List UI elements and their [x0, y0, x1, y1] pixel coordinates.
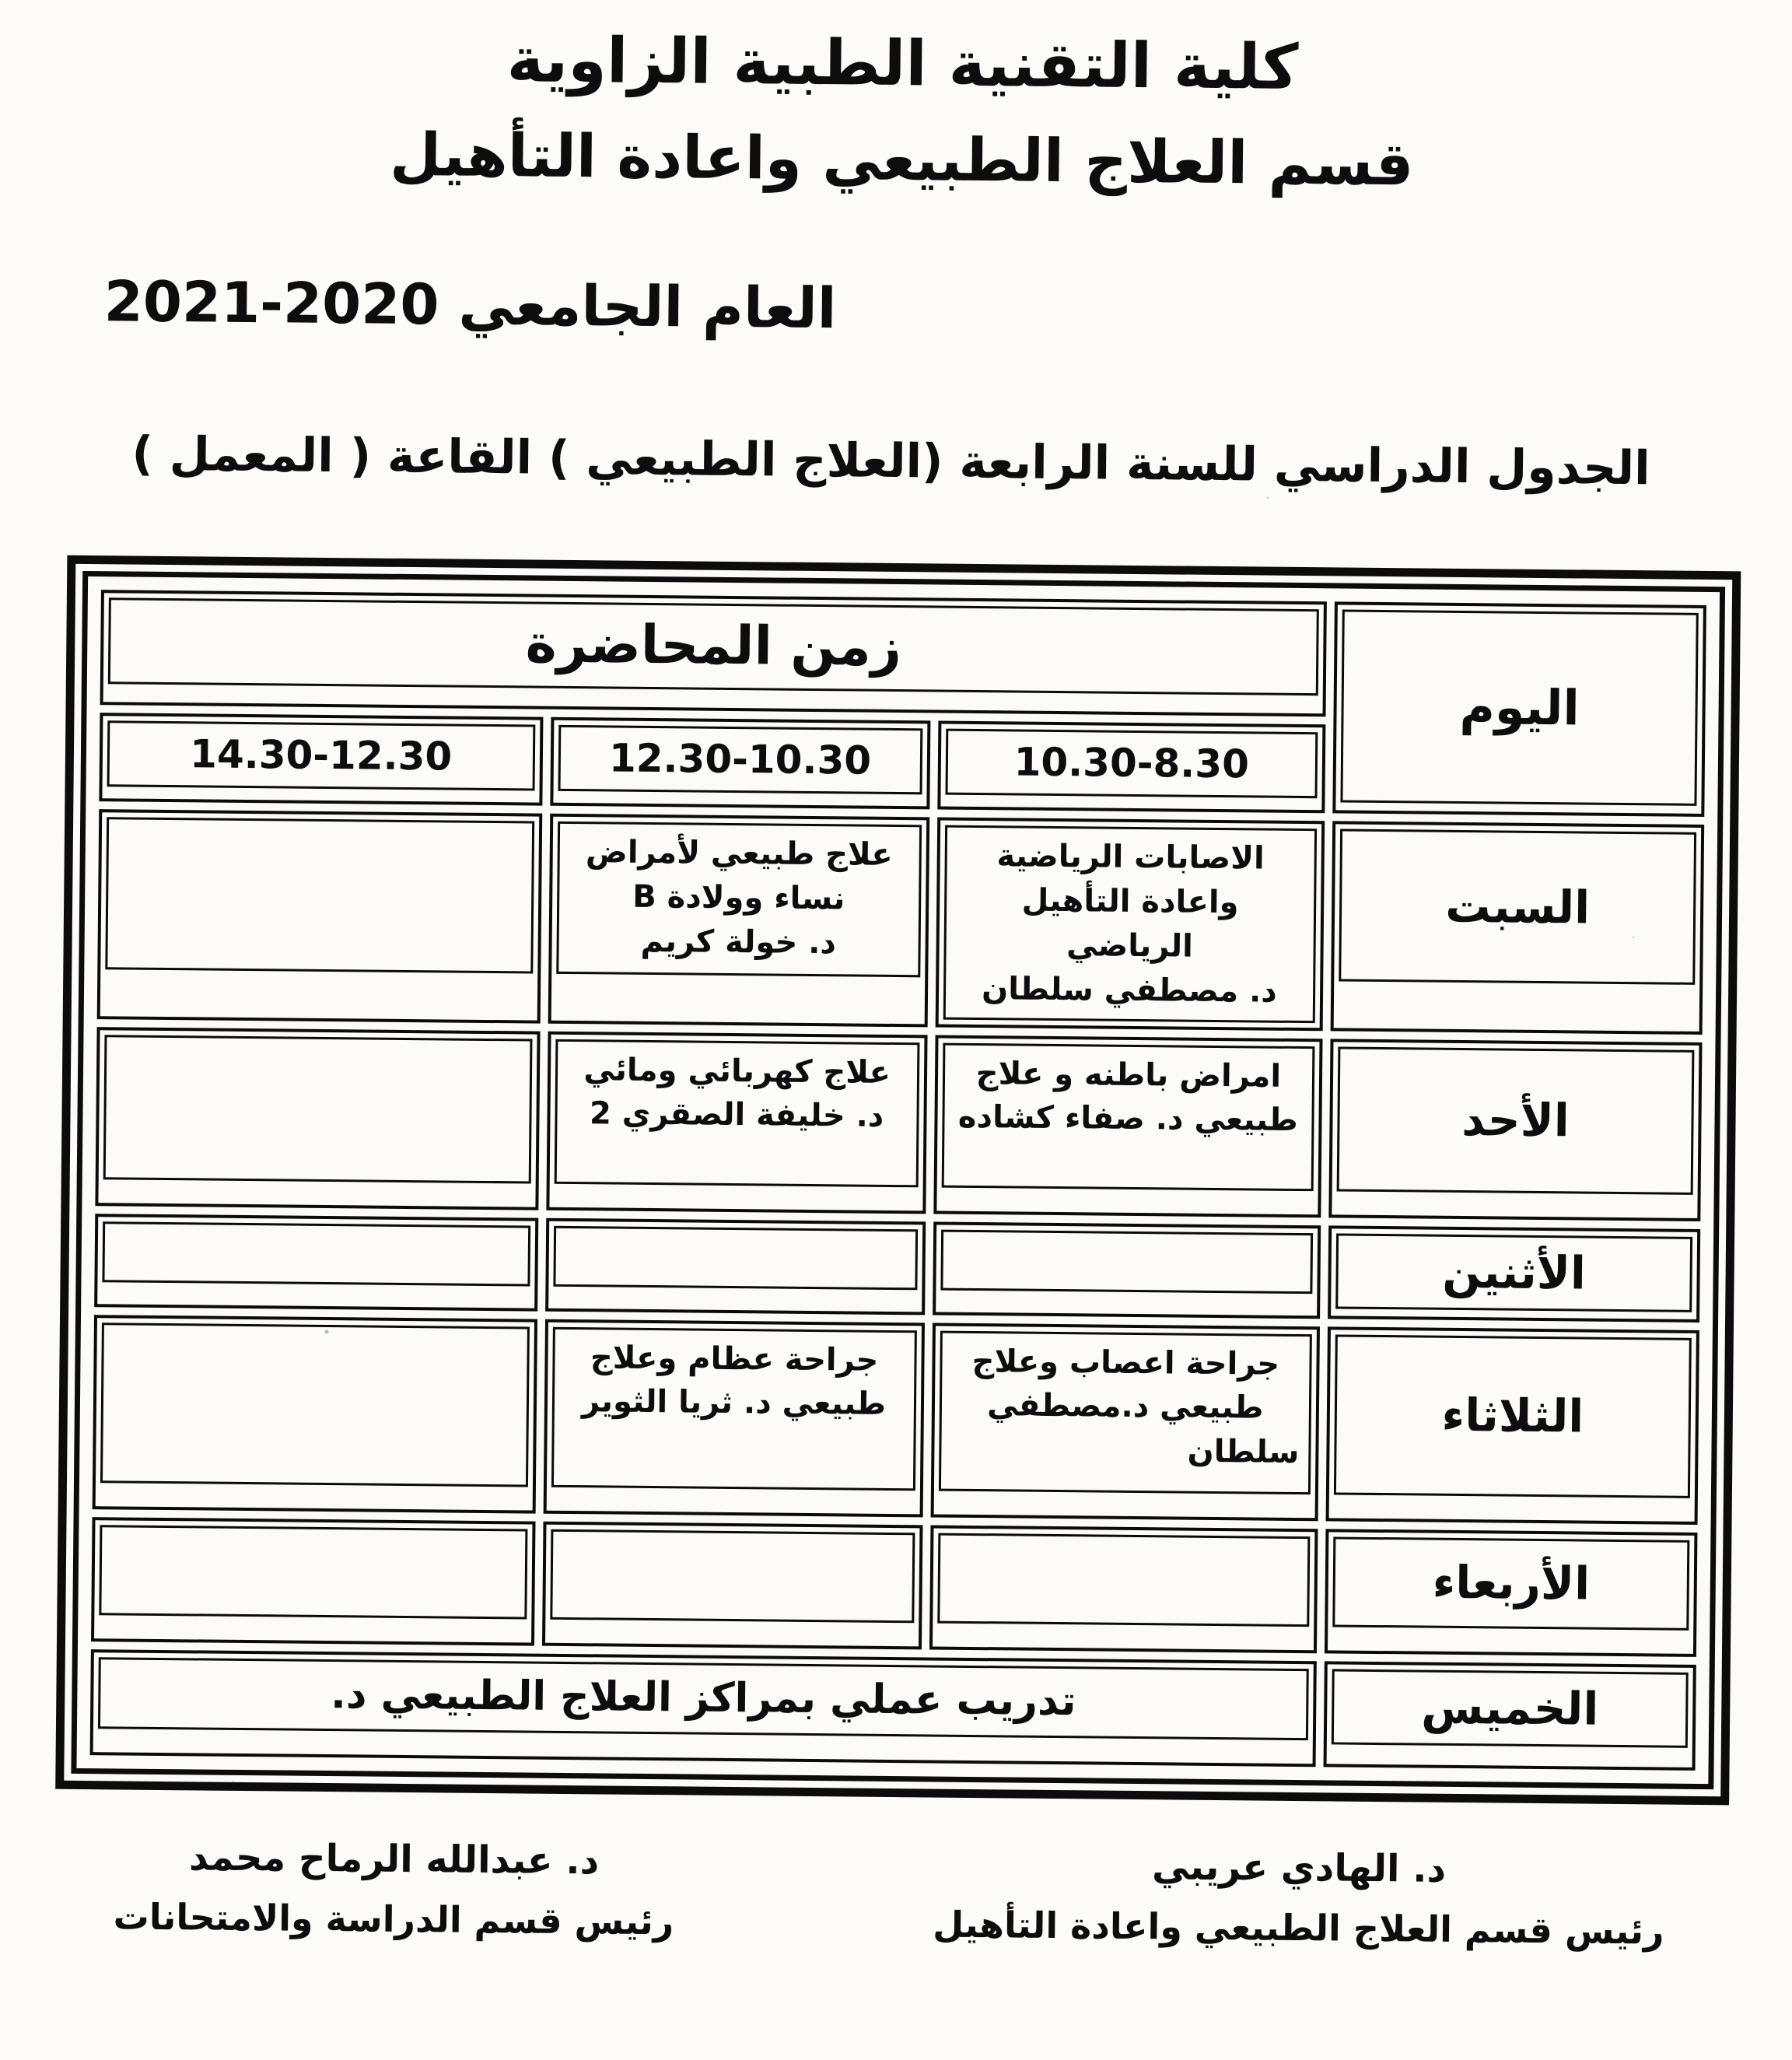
course-line: علاج طبيعي لأمراض — [585, 834, 893, 874]
department-title: قسم العلاج الطبيعي واعادة التأهيل — [389, 119, 1414, 199]
course-line: واعادة التأهيل الرياضي — [1021, 882, 1239, 965]
lecturer-line: 2 د. خليفة الصقري — [589, 1095, 884, 1135]
table-row-saturday — [97, 810, 1704, 1035]
schedule-cell-empty — [93, 1315, 537, 1513]
lecturer-line: طبيعي د.مصطفي — [986, 1387, 1264, 1426]
day-label-saturday: السبت — [1444, 879, 1591, 934]
table-row-wednesday — [91, 1517, 1697, 1657]
schedule-cell-empty — [545, 1217, 926, 1315]
lecturer-line: د. خولة كريم — [640, 923, 837, 962]
time-header-cell — [100, 590, 1327, 717]
schedule-cell-empty — [94, 1214, 538, 1311]
schedule-cell-empty — [91, 1517, 535, 1645]
time-slot-cell-1 — [937, 721, 1325, 814]
timetable-inner-frame — [71, 571, 1725, 1788]
practical-training-line: تدريب عملي بمراكز العلاج الطبيعي د. — [330, 1670, 1076, 1725]
schedule-subtitle: الجدول الدراسي للسنة الرابعة (العلاج الطبيعي ) القاعة ( المعمل ) — [131, 426, 1651, 496]
lecturer-line: طبيعي د. صفاء كشاده — [957, 1099, 1299, 1139]
table-row-tuesday — [93, 1315, 1699, 1525]
schedule-cell-empty — [542, 1521, 923, 1649]
lecturer-line: د. مصطفي سلطان — [981, 970, 1278, 1010]
schedule-cell — [930, 1323, 1320, 1521]
signature-left-name: د. عبدالله الرماح محمد — [188, 1834, 600, 1883]
time-slot-cell-2 — [550, 717, 930, 810]
schedule-cell-empty — [95, 1027, 540, 1210]
signature-left-block — [113, 1831, 674, 1946]
day-cell-thursday — [1324, 1661, 1696, 1771]
schedule-cell — [546, 1031, 927, 1214]
course-line: جراحة اعصاب وعلاج — [971, 1343, 1280, 1382]
day-cell-saturday — [1331, 822, 1705, 1035]
header-row-lecture-time — [100, 590, 1706, 721]
lecturer-line: سلطان — [1187, 1433, 1300, 1471]
time-slot-2: 12.30-10.30 — [608, 735, 872, 784]
time-slot-3: 14.30-12.30 — [189, 731, 453, 780]
day-cell-tuesday — [1326, 1326, 1699, 1525]
schedule-cell-empty — [97, 810, 542, 1024]
lecturer-line: طبيعي د. ثريا الثوير — [581, 1383, 887, 1423]
table-row-thursday — [90, 1649, 1696, 1771]
table-row-monday — [94, 1214, 1700, 1323]
day-label-sunday: الأحد — [1461, 1092, 1570, 1147]
course-line: نساء وولادة B — [632, 878, 845, 917]
signature-left-title: رئيس قسم الدراسة والامتحانات — [113, 1895, 674, 1943]
schedule-cell — [933, 1035, 1323, 1217]
day-cell-sunday — [1328, 1039, 1702, 1221]
time-header-label: زمن المحاضرة — [525, 613, 902, 679]
signature-section — [0, 1830, 1782, 1957]
schedule-cell-empty — [929, 1525, 1318, 1653]
time-slot-1: 10.30-8.30 — [1013, 739, 1250, 787]
timetable — [82, 582, 1714, 1778]
signature-right-block — [933, 1839, 1665, 1956]
day-cell-wednesday — [1325, 1529, 1697, 1657]
day-header-cell — [1332, 602, 1706, 818]
signature-right-name: د. الهادي عريبي — [1151, 1844, 1447, 1891]
schedule-cell — [935, 818, 1325, 1031]
day-label-wednesday: الأربعاء — [1432, 1555, 1591, 1610]
time-slot-cell-3 — [99, 713, 543, 806]
table-row-sunday — [95, 1027, 1702, 1221]
day-label-tuesday: الثلاثاء — [1441, 1388, 1584, 1443]
course-line: جراحة عظام وعلاج — [590, 1339, 879, 1379]
schedule-cell — [548, 814, 929, 1027]
academic-year: العام الجامعي 2020-2021 — [103, 268, 837, 342]
signature-right-title: رئيس قسم العلاج الطبيعي واعادة التأهيل — [933, 1903, 1664, 1953]
course-line: امراض باطنه و علاج — [975, 1055, 1282, 1095]
course-line: علاج كهربائي ومائي — [583, 1051, 891, 1091]
schedule-cell-empty — [933, 1221, 1321, 1319]
schedule-cell-merged — [90, 1649, 1317, 1767]
timetable-outer-frame — [55, 555, 1741, 1805]
day-label-thursday: الخميس — [1420, 1680, 1599, 1736]
college-title: كلية التقنية الطبية الزاوية — [506, 23, 1299, 103]
day-label-monday: الأثنين — [1442, 1245, 1587, 1300]
day-header-label: اليوم — [1459, 678, 1580, 737]
schedule-cell — [543, 1319, 925, 1517]
day-cell-monday — [1328, 1225, 1700, 1323]
course-line: الاصابات الرياضية — [996, 838, 1265, 877]
